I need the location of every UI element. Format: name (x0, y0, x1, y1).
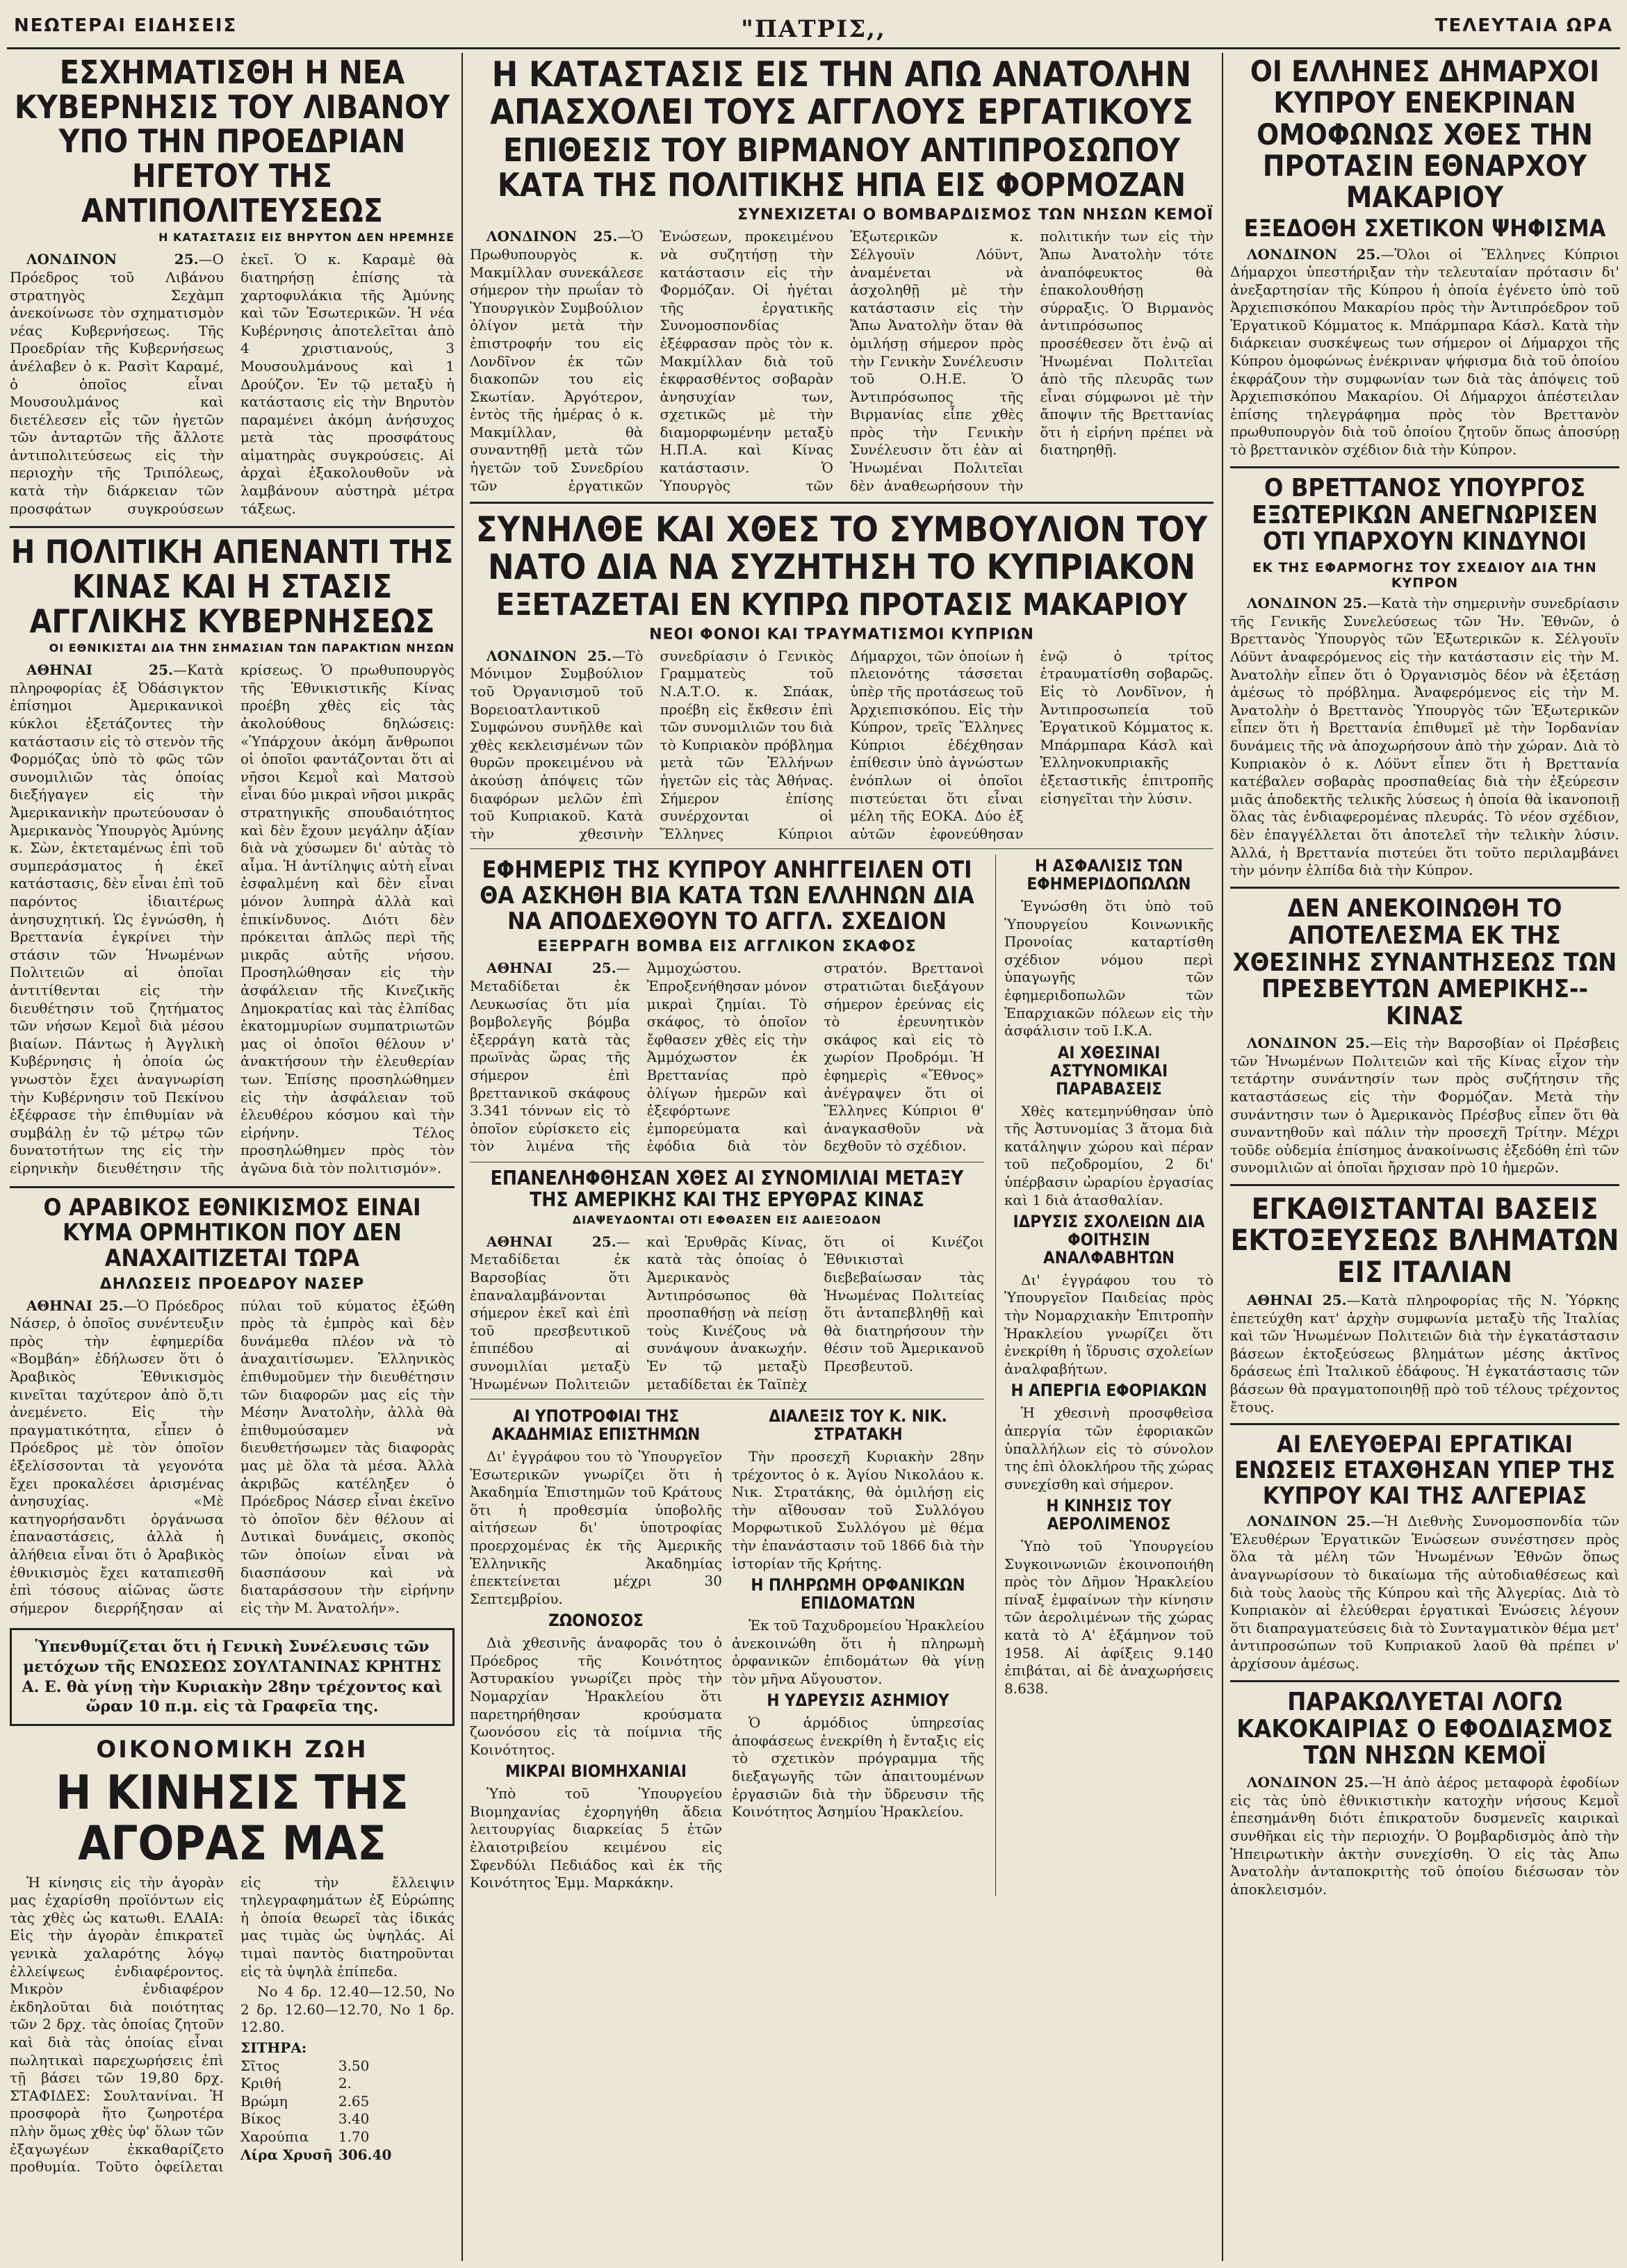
headline-lecture: ΔΙΑΛΕΞΙΣ ΤΟΥ Κ. ΝΙΚ. ΣΤΡΑΤΑΚΗ (769, 1406, 947, 1445)
economy-section-title: ΟΙΚΟΝΟΜΙΚΗ ΖΩΗ (96, 1735, 368, 1764)
article-police: Χθὲς κατεμηνύθησαν ὑπὸ τῆς Ἀστυνομίας 3 ἄτομα διὰ κατάληψιν χώρου καὶ πέραν τοῦ πεζοδρομίου, 2 δι' ὑπέρβασιν ὠραρίου ἐργασίας καὶ 1 διὰ ἀτασθαλίαν. (1004, 1102, 1213, 1208)
article-text: —Ὁ Πρωθυπουργὸς κ. Μακμίλλαν συνεκάλεσε σήμερον τὴν πρωΐαν τὸ Ὑπουργικὸν Συμβούλιον ὀλίγον μετὰ τὴν ἐπιστροφήν του εἰς Λονδῖνον ἐκ τῶν διακοπῶν του εἰς Σκωτίαν. Ἀργότερον, ἐντὸς τῆς ἡμέρας ὁ κ. Μακμίλλαν, θὰ συναντηθῇ μετὰ τῶν ἡγετῶν τοῦ Συνεδρίου τῶν ἐργατικῶν Ἑνώσεων, προκειμένου νὰ συζητήσῃ τὴν κατάστασιν εἰς τὴν Φορμόζαν. Οἱ ἡγέται τῆς ἐργατικῆς Συνομοσπονδίας ἐξέφρασαν πρὸς τὸν κ. Μακμίλλαν διὰ τοῦ ἐκφρασθέντος σοβαρὰν ἀνησυχίαν των, σχετικῶς μὲ τὴν διαμορφωμένην μεταξὺ Η.Π.Α. καὶ Κίνας κατάστασιν. Ὁ Ὑπουργὸς τῶν Ἐξωτερικῶν κ. Σέλγουϊν Λόϋντ, ἀναμένεται νὰ ἀσχοληθῇ μὲ τὴν κατάστασιν εἰς τὴν Ἄπω Ἀνατολὴν ὅταν θὰ ὁμιλήσῃ σήμερον πρὸς τὴν Γενικὴν Συνέλευσιν τοῦ Ο.Η.Ε. Ὁ Ἀντιπρόσωπος τῆς Βιρμανίας εἶπε χθὲς πρὸς τὴν Γενικὴν Συνέλευσιν ὅτι ἐὰν αἱ Ἡνωμέναι Πολιτεῖαι δὲν ἀναθεωρήσουν τὴν πολιτικήν των εἰς τὴν Ἄπω Ἀνατολὴν τότε ἀναπόφευκτος θὰ ἐπακολουθήσῃ σύρραξις. Ὁ Βιρμανὸς ἀντιπρόσωπος προσέθεσεν ὅτι ἐνῷ αἱ Ἡνωμέναι Πολιτεῖαι ἀπὸ τῆς πλευρᾶς των εἶναι σύμφωνοι μὲ τὴν ἄποψιν τῆς Βρεττανίας ὅτι ἡ εἰρήνη πρέπει νὰ διατηρηθῇ. (470, 228, 1213, 494)
article-text: —Ὅλοι οἱ Ἕλληνες Κύπριοι Δήμαρχοι ὑπεστήριξαν τὴν τελευταίαν πρότασιν δι' ἀνεξαρτησίαν τῆς Κύπρου ἡ ὁποία ἐγένετο ὑπὸ τοῦ Ἀρχιεπισκόπου Μακαρίου πρὸς τὴν Ἀντιπρόεδρον τοῦ Ἐργατικοῦ Κόμματος κ. Μπάρμπαρα Κάσλ. Κατὰ τὴν διάρκειαν συσκέψεως των σήμερον οἱ Δήμαρχοι τῆς Κύπρου ὁμοφώνως ἐνέκριναν ψήφισμα διὰ τοῦ ὁποίου ἐκφράζουν τὴν συμφωνίαν των διὰ τὰς ἀπόψεις τοῦ Ἀρχιεπισκόπου Μακαρίου. Οἱ Δήμαρχοι ἀπέστειλαν ἐπίσης τηλεγράφημα πρὸς τὸν Βρεττανὸν πρωθυπουργὸν διὰ τοῦ ὁποίου ζητοῦν ὅπως ἀποσύρῃ τὸ βρεττανικὸν σχέδιον διὰ τὴν Κύπρον. (1230, 245, 1619, 459)
article-text: —Μεταδίδεται ἐκ Λευκωσίας ὅτι μία βομβολεγῆς βόμβα ἐξερράγη κατὰ τὰς πρωϊνὰς ὥρας τῆς σήμερον ἐπὶ βρεττανικοῦ σκάφους 3.341 τόννων εἰς τὸ ὁποῖον εὑρίσκετο εἰς τὸν λιμένα τῆς Ἀμμοχώστου. Ἐπροξενήθησαν μόνον μικραὶ ζημίαι. Τὸ σκάφος, τὸ ὁποῖον ἔφθασεν χθὲς εἰς τὴν Ἀμμόχωστον ἐκ Βρεττανίας πρὸ ὀλίγων ἡμερῶν καὶ ἐξεφόρτωνε ἐμπορεύματα καὶ ἐφόδια διὰ τὸν στρατόν. Βρεττανοὶ στρατιῶται διεξάγουν σήμερον ἐρεύνας εἰς τὸ ἐρευνητικὸν σκάφος καὶ εἰς τὸ χωρίον Προδρόμι. Ἡ ἐφημερὶς «Ἔθνος» ἀνέγραψεν ὅτι οἱ Ἕλληνες Κύπριοι θ' ἀναγκασθοῦν νὰ δεχθοῦν τὸ σχέδιον. (470, 960, 984, 1155)
headline-tax-strike: Η ΑΠΕΡΓΙΑ ΕΦΟΡΙΑΚΩΝ (1011, 1381, 1207, 1401)
headline-unions: ΑΙ ΕΛΕΥΘΕΡΑΙ ΕΡΓΑΤΙΚΑΙ ΕΝΩΣΕΙΣ ΕΤΑΧΘΗΣΑΝ ΥΠΕΡ ΤΗΣ ΚΥΠΡΟΥ ΚΑΙ ΤΗΣ ΑΛΓΕΡΙΑΣ (1234, 1431, 1615, 1510)
dateline: ΛΟΝΔΙΝΟΝ 25. (1247, 1035, 1370, 1052)
article-mayors (1230, 246, 1619, 459)
article-scholarships: Δι' ἐγγράφου του τὸ Ὑπουργεῖον Ἐσωτερικῶν γνωρίζει ὅτι ἡ Ἀκαδημία Ἐπιστημῶν τοῦ Κράτους ὅτι ἡ προθεσμία ὑποβολῆς αἰτήσεων δι' ὑποτροφίας προερχομένας ἐκ τῆς Ἀμερικῆς Ἑλληνικῆς Ἀκαδημίας ἐπεκτείνεται μέχρι 30 Σεπτεμβρίου. (470, 1447, 722, 1607)
article-lebanon (10, 251, 455, 519)
article-bomb (470, 960, 984, 1156)
dateline: ΛΟΝΔΙΝΟΝ 25. (487, 228, 618, 245)
headline-newsvendors: Η ΑΣΦΑΛΙΣΙΣ ΤΩΝ ΕΦΗΜΕΡΙΔΟΠΩΛΩΝ (1027, 856, 1191, 894)
dateline: ΛΟΝΔΙΝΟΝ 25. (487, 647, 612, 664)
article-far-east (470, 228, 1213, 495)
grain-table (240, 2057, 397, 2164)
small-news-row (470, 1405, 984, 1896)
headline-orphan-benefits: Η ΠΛΗΡΩΜΗ ΟΡΦΑΝΙΚΩΝ ΕΠΙΔΟΜΑΤΩΝ (751, 1575, 965, 1613)
divider (10, 526, 455, 528)
table-row: Κριθή 2. (240, 2075, 352, 2092)
headline-lebanon: ΕΣΧΗΜΑΤΙΣΘΗ Η ΝΕΑ ΚΥΒΕΡΝΗΣΙΣ ΤΟΥ ΛΙΒΑΝΟΥ ΥΠΟ ΤΗΝ ΠΡΟΕΔΡΙΑΝ ΗΓΕΤΟΥ ΤΗΣ ΑΝΤΙΠΟΛΙΤΕΥΣΕΩΣ (14, 54, 450, 229)
article-warsaw (470, 1233, 984, 1393)
dateline: ΛΟΝΔΙΝΟΝ 25. (26, 251, 199, 268)
article-airport: Ὑπὸ τοῦ Ὑπουργείου Συγκοινωνιῶν ἐκοινοποιήθη πρὸς τὸν Δῆμον Ἡρακλείου πίναξ ἐμφαίνων τὴν κίνησιν τῶν ἀερολιμένων τῆς χώρας κατὰ τὸ Α' ἑξάμηνον τοῦ 1958. Αἱ ἀφίξεις 9.140 ἐπιβάται, αἱ δὲ ἀναχωρήσεις 8.638. (1004, 1538, 1213, 1697)
small-news-col (470, 1405, 722, 1896)
article-small-industry: Ὑπὸ τοῦ Ὑπουργείου Βιομηχανίας ἐχορηγήθη ἄδεια λειτουργίας διαρκείας 5 ἐτῶν ἐλαιοτριβείου κειμένου εἰς Σφενδύλι Πεδιάδος καὶ ἐκ τῆς Κοινότητος Ἐμμ. Μαρκάκην. (470, 1785, 722, 1891)
headline-lloyd: Ο ΒΡΕΤΤΑΝΟΣ ΥΠΟΥΡΓΟΣ ΕΞΩΤΕΡΙΚΩΝ ΑΝΕΓΝΩΡΙΣΕΝ ΟΤΙ ΥΠΑΡΧΟΥΝ ΚΙΝΔΥΝΟΙ (1252, 473, 1598, 557)
article-supply-kemoi (1230, 1774, 1619, 1898)
article-text: —Κατὰ πληροφορίας ἐξ Ὀδάσιγκτον ἐπίσημοι Ἀμερικανικοὶ κύκλοι ἐξετάζοντες τὴν κατάστασιν εἰς τὸ στενὸν τῆς Φορμόζας ὑπὸ τὸ φῶς τῶν συνομιλιῶν τὰς ὁποίας διεξήγαγεν εἰς τὴν Ἀμερικανικὴν πρωτεύουσαν ὁ Ἀμερικανὸς Ὑπουργὸς Ἀμύνης κ. Σὼν, ἐκτεταμένως ἐπὶ τοῦ συμπεράσματος ἡ ἐκεῖ κατάστασις, δὲν εἶναι ἐπὶ τοῦ παρόντος ἰδιαιτέρως ἀνησυχητική. Ὡς ἐγνώσθη, ἡ Βρεττανία ἐγκρίνει τὴν στάσιν τῶν Ἡνωμένων Πολιτειῶν αἱ ὁποῖαι ἀντιτίθενται εἰς τὴν διευθέτησιν τοῦ ζητήματος τῶν νήσων Κεμοῒ διὰ μέσου βιαίων. Πάντως ἡ Ἀγγλικὴ Κυβέρνησις ἡ ὁποία ὡς γνωστὸν ἔχει ἀναγνωρίση τὴν Κυβέρνησιν τοῦ Πεκίνου ἐξέφρασε τὴν ἐπιθυμίαν νὰ συμβάλῃ ἐν τῷ μέτρῳ τῶν δυνατοτήτων της εἰς τὴν εἰρηνικὴν διευθέτησιν τῆς κρίσεως. Ὁ πρωθυπουργὸς τῆς Ἐθνικιστικῆς Κίνας προέβη χθὲς εἰς τὰς ἀκολούθους δηλώσεις: «Ὑπάρχουν ἀκόμη ἄνθρωποι οἱ ὁποῖοι φαντάζονται ὅτι αἱ νῆσοι Κεμοῒ καὶ Ματσοὺ εἶναι δύο μικραὶ νῆσοι μικρᾶς στρατηγικῆς σπουδαιότητος καὶ δὲν ἔχουν μεγάλην ἀξίαν διὰ νὰ χύσωμεν δι' αὐτὰς τὸ αἷμα. Ἡ ἀντίληψις αὐτὴ εἶναι ἐσφαλμένη καὶ δὲν εἶναι μόνον λυπηρὰ ἀλλὰ καὶ ἐπικίνδυνος. Διότι δὲν πρόκειται ἁπλῶς περὶ τῆς μικρᾶς αὐτῆς νήσου. Προσηλώθησαν εἰς τὴν ἀσφάλειαν τῆς Κινεζικῆς Δημοκρατίας καὶ τὰς ἐλπίδας ἑκατομμυρίων συμπατριωτῶν μας οἱ ὁποῖοι θέλουν ν' ἀνακτήσουν τὴν ἐλευθερίαν των. Ἐπίσης προσηλώθημεν εἰς τὴν ἀσφάλειαν τοῦ ἐλευθέρου κόσμου καὶ τὴν εἰρήνην. Τέλος προσηλώθημεν πρὸς τὸν ἀγῶνα διὰ τὸν πολιτισμόν». (10, 662, 455, 1176)
masthead (7, 13, 1620, 49)
headline-supply-kemoi: ΠΑΡΑΚΩΛΥΕΤΑΙ ΛΟΓΩ ΚΑΚΟΚΑΙΡΙΑΣ Ο ΕΦΟΔΙΑΣΜΟΣ ΤΩΝ ΝΗΣΩΝ ΚΕΜΟΪ (1236, 1687, 1613, 1770)
article-schools: Δι' ἐγγράφου του τὸ Ὑπουργεῖον Παιδείας πρὸς τὴν Νομαρχιακὴν Ἐπιτροπὴν Ἡρακλείου γνωρίζει ὅτι ἐνεκρίθη ἡ ἵδρυσις σχολείων ἀναλφαβήτων. (1004, 1271, 1213, 1377)
headline-water-supply: Η ΥΔΡΕΥΣΙΣ ΑΣΗΜΙΟΥ (767, 1691, 949, 1711)
divider (470, 502, 1213, 504)
center-lower-main (470, 855, 984, 1896)
headline-airport: Η ΚΙΝΗΣΙΣ ΤΟΥ ΑΕΡΟΛΙΜΕΝΟΣ (1046, 1496, 1172, 1534)
divider (10, 1186, 455, 1188)
headline-schools: ΙΔΡΥΣΙΣ ΣΧΟΛΕΙΩΝ ΔΙΑ ΦΟΙΤΗΣΙΝ ΑΝΑΛΦΑΒΗΤΩΝ (1013, 1212, 1205, 1267)
price-line: Νο 4 δρ. 12.40—12.50, Νο 2 δρ. 12.60—12.70, Νο 1 δρ. 12.80. (240, 1983, 455, 2036)
divider (1230, 1184, 1619, 1186)
article-lecture: Τὴν προσεχῆ Κυριακὴν 28ην τρέχοντος ὁ κ. Ἁγίου Νικολάου κ. Νικ. Στρατάκης, θὰ ὁμιλήσῃ εἰς τὴν αἴθουσαν τοῦ Συλλόγου Μορφωτικοῦ Συλλόγου μὲ θέμα τὴν ἐπανάστασιν τοῦ 1866 διὰ τὴν ἱστορίαν τῆς Κρήτης. (732, 1447, 984, 1572)
headline-china-policy: Η ΠΟΛΙΤΙΚΗ ΑΠΕΝΑΝΤΙ ΤΗΣ ΚΙΝΑΣ ΚΑΙ Η ΣΤΑΣΙΣ ΑΓΓΛΙΚΗΣ ΚΥΒΕΡΝΗΣΕΩΣ (10, 533, 454, 640)
headline-market: Η ΚΙΝΗΣΙΣ ΤΗΣ ΑΓΟΡΑΣ ΜΑΣ (56, 1765, 409, 1872)
kicker-warsaw: ΔΙΑΨΕΥΔΟΝΤΑΙ ΟΤΙ ΕΦΘΑΣΕΝ ΕΙΣ ΑΔΙΕΞΟΔΟΝ (572, 1213, 882, 1226)
article-text: —Ο Πρόεδρος τοῦ Λιβάνου στρατηγὸς Σεχὰμπ ἀνεκοίνωσε τὸν σχηματισμὸν νέας Κυβερνήσεως. Τῆς Προεδρίαν τῆς Κυβερνήσεως ἀνέλαβεν ὁ κ. Ρασὶτ Καραμέ, ὁ ὁποῖος εἶναι Μουσουλμάνος καὶ διετέλεσεν εἷς τῶν ἡγετῶν τῶν ἀνταρτῶν τῆς ἄλλοτε ἀντιπολιτεύσεως εἰς τὴν περιοχὴν τῆς Τριπόλεως, κατὰ τὴν διάρκειαν τῶν προσφάτων συγκρούσεων ἐκεῖ. Ὁ κ. Καραμὲ θὰ διατηρήσῃ ἐπίσης τὰ χαρτοφυλάκια τῆς Ἀμύνης καὶ τῶν Ἐσωτερικῶν. Ἡ νέα Κυβέρνησις ἀποτελεῖται ἀπὸ 4 χριστιανούς, 3 Μουσουλμάνους καὶ 1 Δρούζον. Ἐν τῷ μεταξὺ ἡ κατάστασις εἰς τὴν Βηρυτὸν παραμένει ἀκόμη ἀνήσυχος μετὰ τὰς προσφάτους αἱματηρὰς συγκρούσεις. Αἱ ἀρχαὶ ἐξακολουθοῦν νὰ λαμβάνουν αὐστηρὰ μέτρα τάξεως. (10, 251, 455, 517)
headline-nato: ΣΥΝΗΛΘΕ ΚΑΙ ΧΘΕΣ ΤΟ ΣΥΜΒΟΥΛΙΟΝ ΤΟΥ ΝΑΤΟ ΔΙΑ ΝΑ ΣΥΖΗΤΗΣΗ ΤΟ ΚΥΠΡΙΑΚΟΝ (475, 509, 1208, 588)
headline-warsaw-talks: ΕΠΑΝΕΛΗΦΘΗΣΑΝ ΧΘΕΣ ΑΙ ΣΥΝΟΜΙΛΙΑΙ ΜΕΤΑΞΥ ΤΗΣ ΑΜΕΡΙΚΗΣ ΚΑΙ ΤΗΣ ΕΡΥΘΡΑΣ ΚΙΝΑΣ (490, 1167, 964, 1211)
masthead-left: ΝΕΩΤΕΡΑΙ ΕΙΔΗΣΕΙΣ (14, 15, 238, 36)
dateline: ΑΘΗΝΑΙ 25. (1247, 1291, 1347, 1308)
subhead-bomb: ΕΞΕΡΡΑΓΗ ΒΟΜΒΑ ΕΙΣ ΑΓΓΛΙΚΟΝ ΣΚΑΦΟΣ (537, 938, 917, 956)
article-market (10, 1874, 455, 2176)
column-rule (1222, 53, 1223, 2261)
article-china-policy (10, 662, 455, 1178)
article-text: —Τὸ Μόνιμον Συμβούλιον τοῦ Ὀργανισμοῦ τοῦ Βορειοατλαντικοῦ Συμφώνου συνῆλθε καὶ χθὲς κεκλεισμένων τῶν θυρῶν προκειμένου νὰ ἀκούσῃ ἀπόψεις τῶν διαφόρων μελῶν ἐπὶ τοῦ Κυπριακοῦ. Κατὰ τὴν χθεσινὴν συνεδρίασιν ὁ Γενικὸς Γραμματεὺς τοῦ Ν.Α.Τ.Ο. κ. Σπάακ, προέβη εἰς ἔκθεσιν ἐπὶ τῶν συνομιλιῶν του διὰ τὸ Κυπριακὸν πρόβλημα μετὰ τῶν Ἑλλήνων ἡγετῶν εἰς τὰς Ἀθήνας. Σήμερον ἐπίσης συνέρχονται οἱ Ἕλληνες Κύπριοι Δήμαρχοι, τῶν ὁποίων ἡ πλειονότης τάσσεται ὑπὲρ τῆς προτάσεως τοῦ Ἀρχιεπισκόπου. Εἰς τὴν Κύπρον, τρεῖς Ἕλληνες Κύπριοι ἐδέχθησαν ἐπίθεσιν ὑπὸ ἀγνώστων ἐνόπλων οἱ ὁποῖοι πιστεύεται ὅτι εἶναι μέλη τῆς ΕΟΚΑ. Δύο ἐξ αὐτῶν ἐφονεύθησαν ἐνῷ ὁ τρίτος ἐτραυματίσθη σοβαρῶς. Εἰς τὸ Λονδῖνον, ἡ Ἀντιπροσωπεία τοῦ Ἐργατικοῦ Κόμματος κ. Μπάρμπαρα Κάσλ καὶ Ἑλληνοκυπριακῆς ἐξεταστικῆς ἐπιτροπῆς εἰσηγεῖται τὴν λύσιν. (470, 647, 1213, 842)
table-row: Βίκος 3.40 (240, 2110, 370, 2128)
kicker-beirut: Η ΚΑΤΑΣΤΑΣΙΣ ΕΙΣ ΒΗΡΥΤΟΝ ΔΕΝ ΗΡΕΜΗΣΕ (158, 231, 455, 245)
center-column (470, 53, 1213, 2261)
article-orphan-benefits: Ἐκ τοῦ Ταχυδρομείου Ἡρακλείου ἀνεκοινώθη ὅτι ἡ πληρωμὴ ὀρφανικῶν ἐπιδομάτων θὰ γίνῃ τὸν μῆνα Αὔγουστον. (732, 1616, 984, 1687)
divider (1230, 887, 1619, 889)
dateline: ΑΘΗΝΑΙ 25. (26, 1297, 124, 1314)
article-text: —Κατὰ πληροφορίας τῆς Ν. Ὑόρκης ἐπετεύχθη κατ' ἀρχὴν συμφωνία μεταξὺ τῆς Ἰταλίας καὶ τῶν Ἡνωμένων Πολιτειῶν διὰ τὴν ἐγκατάστασιν βάσεων ἐκτοξεύσεως βλημάτων μέσης ἀκτῖνος δράσεως ἐπὶ Ἰταλικοῦ ἐδάφους. Ἡ ἐγκατάστασις τῶν βάσεων θὰ πραγματοποιηθῇ πρὸ τοῦ τέλους τρέχοντος ἔτους. (1230, 1291, 1619, 1415)
article-text: Ἡ κίνησις εἰς τὴν ἀγορὰν μας ἐχαρίσθη προϊόντων εἰς τὰς χθὲς ὡς κατωθι. ΕΛΑΙΑ: Εἰς τὴν ἀγορὰν ἐπικρατεῖ γενικὰ χαλαρότης λόγῳ ἐλλείψεως ἐνδιαφέροντος. Μικρὸν ἐνδιαφέρον ἐκδηλοῦται διὰ ποιότητας τῶν 2 δρχ. τὰς ὁποίας ζητοῦν καὶ διὰ τὰς ὁποίας εἶναι πωλητικαὶ παρεχωρήσεις ἐπὶ τῇ βάσει τῶν 19,80 δρχ. ΣΤΑΦΙΔΕΣ: Σουλτανίναι. Ἡ προσφορὰ ἥτο ζωηροτέρα πλὴν ὅμως χθὲς ὑφ' ὅλων τῶν ἐξαγωγέων ἐκκαθαρίζετο προθυμία. Τοῦτο ὀφείλεται εἰς τὴν ἔλλειψιν τηλεγραφημάτων ἐξ Εὐρώπης ἡ ὁποία θεωρεῖ τὰς ἰδικάς μας τιμὰς ὡς ὑψηλάς. Αἱ τιμαὶ παντὸς διατηροῦνται εἰς τὰ ὑψηλὰ ἐπίπεδα. (10, 1873, 455, 2176)
article-text: —Ἡ ἀπὸ ἀέρος μεταφορὰ ἐφοδίων εἰς τὰς ὑπὸ ἐθνικιστικὴν κατοχὴν νήσους Κεμοῒ ἐπεσημάνθη διότι ἐπικρατοῦν δυσμενεῖς καιρικαὶ συνθῆκαι εἰς τὴν περιοχήν. Ὁ βομβαρδισμὸς ἀπὸ τὴν Ἠπειρωτικὴν ἀκτὴν συνεχίσθη. Ὁ εἰς τὰς Ἀπω Ἀνατολὴν ἀνταποκριτὴς τοῦ ὁποίου διέσωσαν τὸν ἀποκλεισμόν. (1230, 1774, 1619, 1898)
right-column (1230, 53, 1619, 2261)
kicker-islands: ΟΙ ΕΘΝΙΚΙΣΤΑΙ ΔΙΑ ΤΗΝ ΣΗΜΑΣΙΑΝ ΤΩΝ ΠΑΡΑΚΤΙΩΝ ΝΗΣΩΝ (49, 641, 455, 655)
headline-scholarships: ΑΙ ΥΠΟΤΡΟΦΙΑΙ ΤΗΣ ΑΚΑΔΗΜΙΑΣ ΕΠΙΣΤΗΜΩΝ (491, 1406, 701, 1445)
article-missile-bases (1230, 1292, 1619, 1416)
center-lower-row (470, 855, 1213, 1896)
center-lower-side (995, 855, 1213, 1896)
article-lloyd (1230, 595, 1619, 880)
grain-label: ΣΙΤΗΡΑ: (240, 2039, 307, 2056)
subhead-nasser: ΔΗΛΩΣΕΙΣ ΠΡΟΕΔΡΟΥ ΝΑΣΕΡ (99, 1275, 365, 1293)
dateline: ΛΟΝΔΙΝΟΝ 25. (1247, 595, 1368, 612)
article-water-supply: Ὁ ἀρμόδιος ὑπηρεσίας ἀποφάσεως ἐνεκρίθη ἡ ἔνταξις εἰς τὸ σχετικὸν πρόγραμμα τῆς διεξαγωγῆς τῶν ἀπαιτουμένων ἐργασιῶν διὰ τὴν ὕδρευσιν τῆς Κοινότητος Ἀσημίου Ἡρακλείου. (732, 1714, 984, 1821)
article-text: —Κατὰ τὴν σημερινὴν συνεδρίασιν τῆς Γενικῆς Συνελεύσεως τῶν Ἡν. Ἐθνῶν, ὁ Βρεττανὸς Ὑπουργὸς τῶν Ἐξωτερικῶν κ. Σέλγουϊν Λόϋντ ἀναφερόμενος εἰς τὴν κατάστασιν εἰς τὴν Μ. Ἀνατολὴν εἶπεν ὅτι ὁ Ὀργανισμὸς δέον νὰ ἐξετάσῃ ἀμέσως τὸ πρόβλημα. Ἀναφερόμενος εἰς τὴν Μ. Ἀνατολὴν ὁ Βρεττανὸς Ὑπουργὸς τῶν Ἐξωτερικῶν εἶπεν ὅτι ἡ Βρεττανία ἐπιθυμεῖ μὲ τὴν Ἰορδανίαν δυνάμεις τῆς νὰ ἀποχωρήσουν ἀπὸ τὴν χώραν. Διὰ τὸ Κυπριακὸν ὁ κ. Λόϋντ εἶπεν ὅτι ἡ Βρεττανία κατέβαλεν σοβαρὰς προσπαθείας διὰ τὴν ἐξεύρεσιν μιᾶς ἀποδεκτῆς τελικῆς λύσεως ἡ ὁποία θὰ ἱκανοποιῇ ὅλας τὰς ἐνδιαφερομένας πλευράς. Τὸ νέον σχέδιον, δὲν ἐπαγγέλλεται ὅτι ἀποτελεῖ τὴν τελικὴν λύσιν. Ἀλλά, ἡ Βρεττανία πιστεύει ὅτι τοῦτο περιλαμβάνει τὴν μόνην ἐλπίδα διὰ τὴν Κύπρον. (1230, 595, 1619, 879)
table-row: Σῖτος 3.50 (240, 2057, 370, 2074)
headline-cyprus-newspaper: ΕΦΗΜΕΡΙΣ ΤΗΣ ΚΥΠΡΟΥ ΑΝΗΓΓΕΙΛΕΝ ΟΤΙ ΘΑ ΑΣΚΗΘΗ ΒΙΑ ΚΑΤΑ ΤΩΝ ΕΛΛΗΝΩΝ ΔΙΑ ΝΑ ΑΠΟΔΕΧΘΟΥΝ ΤΟ ΑΓΓΛ. ΣΧΕΔΙΟΝ (480, 856, 974, 935)
divider (1230, 1680, 1619, 1682)
masthead-title: "ΠΑΤΡΙΣ,, (741, 15, 886, 43)
headline-makarios: ΕΞΕΤΑΖΕΤΑΙ ΕΝ ΚΥΠΡΩ ΠΡΟΤΑΣΙΣ ΜΑΚΑΡΙΟΥ (496, 587, 1188, 623)
table-row: Χαρούπια 1.70 (240, 2128, 370, 2145)
subhead-kemoi: ΣΥΝΕΧΙΖΕΤΑΙ Ο ΒΟΜΒΑΡΔΙΣΜΟΣ ΤΩΝ ΝΗΣΩΝ ΚΕΜΟΪ (737, 206, 1213, 224)
column-rule (461, 53, 463, 2261)
article-text: —Μεταδίδεται ἐκ Βαρσοβίας ὅτι ἐπαναλαμβάνονται σήμερον ἐκεῖ καὶ ἐπὶ τοῦ πρεσβευτικοῦ ἐπιπέδου αἱ συνομιλίαι μεταξὺ Ἡνωμένων Πολιτειῶν καὶ Ἐρυθρᾶς Κίνας, κατὰ τὰς ὁποίας ὁ Ἀμερικανὸς Ἀντιπρόσωπος θὰ προσπαθήσῃ νὰ πείσῃ τοὺς Κινέζους νὰ συνάψουν ἀνακωχήν. Ἐν τῷ μεταξὺ μεταδίδεται ἐκ Ταϊπὲχ ὅτι οἱ Κινέζοι Ἐθνικισταὶ διεβεβαίωσαν τὰς Ἡνωμένας Πολιτείας ὅτι ἀνταπεβληθῇ καὶ θὰ διατηρήσουν τὴν θέσιν τοῦ Ἀμερικανοῦ Πρεσβευτοῦ. (470, 1233, 984, 1392)
article-text: —Εἰς τὴν Βαρσοβίαν οἱ Πρέσβεις τῶν Ἡνωμένων Πολιτειῶν καὶ τῆς Κίνας εἶχον τὴν τετάρτην συνάντησίν των πρὸς συζήτησιν τῆς καταστάσεως εἰς τὴν Φορμόζαν. Μετὰ τὴν συνάντησιν των ὁ Ἀμερικανὸς Πρέσβυς εἶπεν ὅτι θὰ συναντηθοῦν καὶ πάλιν τὴν προσεχῆ Τρίτην. Μέχρι τοῦδε οὐδεμία ἐπίσημος ἀνακοίνωσις ἐξεδόθη ἐπὶ τῶν συνομιλιῶν αἱ ὁποῖαι ἤρχισαν πρὸ 10 ἡμερῶν. (1230, 1035, 1619, 1176)
left-column (10, 53, 455, 2261)
article-text: —Ὁ Πρόεδρος Νάσερ, ὁ ὁποῖος συνέντευξιν πρὸς τὴν ἐφημερίδα «Βομβάη» ἐδήλωσεν ὅτι ὁ Ἀραβικὸς Ἐθνικισμὸς κινεῖται ταχύτερον ἀπὸ ὅ,τι ἀνεμένετο. Εἰς τὴν πραγματικότητα, εἶπεν ὁ Πρόεδρος μὲ τὸν ὁποῖον ἐξελίσσονται τὰ γεγονότα ἔχει προκαλέσει ἀρισμένας ἀνησυχίας. «Μὲ κατηγορήσανδτι ὁργάνωσα ἐπαναστάσεις, ἀλλὰ ἡ ἀλήθεια εἶναι ὅτι ὁ Ἀραβικὸς ἐθνικισμὸς ἔχει καταπιεσθῆ ἐπὶ τόσους αἰῶνας ὥστε σήμερον διερρήξησαν αἱ πύλαι τοῦ κύματος ἐξώθη πρὸς τὰ ἐμπρὸς καὶ δὲν δυνάμεθα πλέον νὰ τὸ ἀναχαιτίσωμεν. Ἐλληνικὸς ἐπιθυμοῦμεν τὴν διευθέτησιν τῶν διαφορῶν μας εἰς τὴν Μέσην Ἀνατολὴν, ἀλλὰ θὰ ἐπιθυμούσαμεν νὰ διευθετήσωμεν τὰς διαφορὰς μας μὲ ὅλα τὰ μέσα. Ἀλλὰ ἀκριβῶς κατέληξεν ὁ Πρόεδρος Νάσερ εἶναι ἐκεῖνο τὸ ὁποῖον δὲν θέλουν αἱ Δυτικαὶ δυνάμεις, σκοπὸς τῶν ὁποίων εἶναι νὰ διασπάσουν καὶ νὰ διαταράσσουν τὴν εἰρήνην εἰς τὴν Μ. Ἀνατολήν». (10, 1297, 455, 1616)
headline-police: ΑΙ ΧΘΕΣΙΝΑΙ ΑΣΤΥΝΟΜΙΚΑΙ ΠΑΡΑΒΑΣΕΙΣ (1049, 1042, 1168, 1099)
dateline: ΛΟΝΔΙΝΟΝ 25. (1247, 1513, 1371, 1530)
grain-prices (240, 2039, 455, 2164)
headline-ambassadors: ΔΕΝ ΑΝΕΚΟΙΝΩΘΗ ΤΟ ΑΠΟΤΕΛΕΣΜΑ ΕΚ ΤΗΣ ΧΘΕΣΙΝΗΣ ΣΥΝΑΝΤΗΣΕΩΣ ΤΩΝ ΠΡΕΣΒΕΥΤΩΝ ΑΜΕΡΙΚΗΣ--ΚΙΝΑΣ (1232, 894, 1617, 1031)
divider (1230, 466, 1619, 468)
headline-small-industry: ΜΙΚΡΑΙ ΒΙΟΜΗΧΑΝΙΑΙ (505, 1761, 687, 1782)
headline-arab-nationalism: Ο ΑΡΑΒΙΚΟΣ ΕΘΝΙΚΙΣΜΟΣ ΕΙΝΑΙ ΚΥΜΑ ΟΡΜΗΤΙΚΟΝ ΠΟΥ ΔΕΝ ΑΝΑΧΑΙΤΙΖΕΤΑΙ ΤΩΡΑ (43, 1193, 421, 1272)
article-text: —Ἡ Διεθνὴς Συνομοσπονδία τῶν Ἐλευθέρων Ἐργατικῶν Ἑνώσεων συνέστησεν πρὸς ὅλα τὰ μέλη τῶν Ἡνωμένων Ἐθνῶν ὅπως ἀναγνωρίσουν τὸ δικαίωμα τῆς αὐτοδιαθέσεως καὶ διὰ τοὺς λαοὺς τῆς Κύπρου καὶ τῆς Ἀλγερίας. Διὰ τὸ Κυπριακὸν αἱ ἐλεύθεραι ἐργατικαὶ Ἑνώσεις λέγουν ὅτι διαπραγματεύσεις διὰ τὸ Συνταγματικὸν θέμα μετ' ἀντιπροσώπων τοῦ Κυπριακοῦ λαοῦ θὰ πρέπει ν' ἀρχίσουν ἀμέσως. (1230, 1513, 1619, 1673)
kicker-lloyd: ΕΚ ΤΗΣ ΕΦΑΡΜΟΓΗΣ ΤΟΥ ΣΧΕΔΙΟΥ ΔΙΑ ΤΗΝ ΚΥΠΡΟΝ (1252, 560, 1597, 591)
notice-box: Ὑπενθυμίζεται ὅτι ἡ Γενικὴ Συνέλευσις τῶν μετόχων τῆς ΕΝΩΣΕΩΣ ΣΟΥΛΤΑΝΙΝΑΣ ΚΡΗΤΗΣ Α. Ε. θὰ γίνῃ τὴν Κυριακὴν 28ην τρέχοντος καὶ ὥραν 10 π.μ. εἰς τὰ Γραφεῖα της. (10, 1628, 455, 1725)
divider (1230, 1423, 1619, 1425)
masthead-right: ΤΕΛΕΥΤΑΙΑ ΩΡΑ (1434, 15, 1613, 36)
subhead-cyprus-deaths: ΝΕΟΙ ΦΟΝΟΙ ΚΑΙ ΤΡΑΥΜΑΤΙΣΜΟΙ ΚΥΠΡΙΩΝ (649, 625, 1034, 643)
dateline: ΑΘΗΝΑΙ 25. (487, 1233, 616, 1250)
article-ambassadors (1230, 1035, 1619, 1177)
subhead-resolution: ΕΞΕΔΟΘΗ ΣΧΕΤΙΚΟΝ ΨΗΦΙΣΜΑ (1243, 214, 1606, 243)
article-zoonosis: Διὰ χθεσινῆς ἀναφορᾶς του ὁ Πρόεδρος τῆς Κοινότητος Ἀστυρακίου γνωρίζει πρὸς τὴν Νομαρχίαν Ἡρακλείου ὅτι παρετηρήθησαν κρούσματα ζωονόσου εἰς τὰ ποίμνια τῆς Κοινότητος. (470, 1634, 722, 1758)
article-tax-strike: Ἡ χθεσινὴ προσφθεὶσα ἀπεργία τῶν ἐφοριακῶν ὑπαλλήλων εἰς τὸ σύνολον της ἐπὶ ὁλοκλήρου τῆς χώρας συνεχίσθη καὶ σήμερον. (1004, 1404, 1213, 1493)
headline-far-east: Η ΚΑΤΑΣΤΑΣΙΣ ΕΙΣ ΤΗΝ ΑΠΩ ΑΝΑΤΟΛΗΝ ΑΠΑΣΧΟΛΕΙ ΤΟΥΣ ΑΓΓΛΟΥΣ ΕΡΓΑΤΙΚΟΥΣ (490, 54, 1193, 132)
table-row: Βρώμη 2.65 (240, 2092, 370, 2110)
dateline: ΑΘΗΝΑΙ 25. (26, 662, 173, 679)
small-news-col (732, 1405, 984, 1896)
divider (470, 848, 1213, 849)
article-unions (1230, 1513, 1619, 1673)
dateline: ΛΟΝΔΙΝΟΝ 25. (1247, 245, 1381, 263)
headline-burma: ΕΠΙΘΕΣΙΣ ΤΟΥ ΒΙΡΜΑΝΟΥ ΑΝΤΙΠΡΟΣΩΠΟΥ ΚΑΤΑ ΤΗΣ ΠΟΛΙΤΙΚΗΣ ΗΠΑ ΕΙΣ ΦΟΡΜΟΖΑΝ (497, 131, 1186, 204)
dateline: ΛΟΝΔΙΝΟΝ 25. (1247, 1774, 1369, 1791)
headline-mayors: ΟΙ ΕΛΛΗΝΕΣ ΔΗΜΑΡΧΟΙ ΚΥΠΡΟΥ ΕΝΕΚΡΙΝΑΝ ΟΜΟΦΩΝΩΣ ΧΘΕΣ ΤΗΝ ΠΡΟΤΑΣΙΝ ΕΘΝΑΡΧΟΥ ΜΑΚΑΡΙΟΥ (1250, 54, 1600, 215)
dateline: ΑΘΗΝΑΙ 25. (487, 960, 616, 977)
headline-zoonosis: ΖΩΟΝΟΣΟΣ (548, 1611, 644, 1631)
table-row: Λίρα Χρυσῆ 306.40 (240, 2146, 392, 2163)
article-nasser (10, 1297, 455, 1619)
article-newsvendors: Ἐγνώσθη ὅτι ὑπὸ τοῦ Ὑπουργείου Κοινωνικῆς Προνοίας καταρτίσθη σχέδιον νόμου περὶ ὑπαγωγῆς τῶν ἐφημεριδοπωλῶν τῶν Ἐπαρχιακῶν πόλεων εἰς τὴν ἀσφάλισιν τοῦ Ι.Κ.Α. (1004, 898, 1213, 1040)
headline-missile-bases: ΕΓΚΑΘΙΣΤΑΝΤΑΙ ΒΑΣΕΙΣ ΕΚΤΟΞΕΥΣΕΩΣ ΒΛΗΜΑΤΩΝ ΕΙΣ ΙΤΑΛΙΑΝ (1230, 1191, 1619, 1289)
article-nato (470, 648, 1213, 844)
